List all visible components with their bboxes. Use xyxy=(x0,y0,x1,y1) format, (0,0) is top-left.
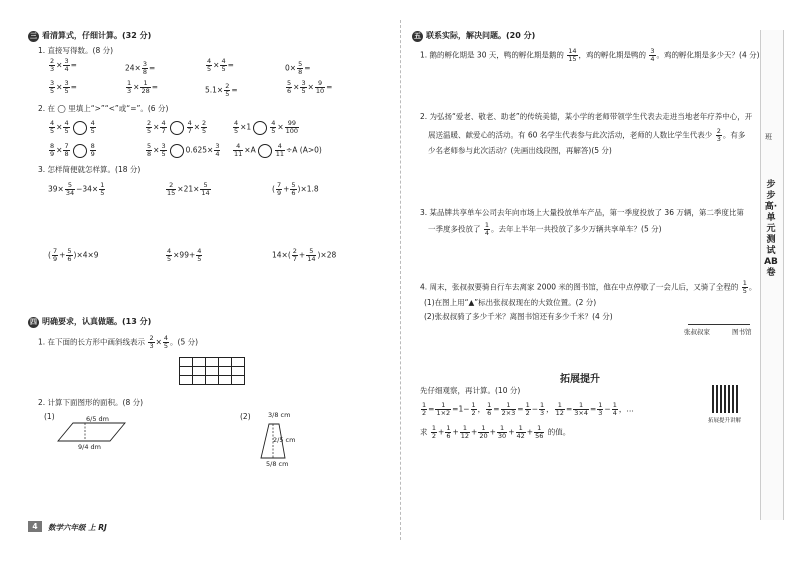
section-5-heading: 五 联系实际，解决问题。(20 分) xyxy=(414,31,536,40)
calc-item: 24× $\frac{3}{8}$ = xyxy=(125,60,156,76)
section-4-heading: 四 明确要求，认真做题。(13 分) xyxy=(30,317,152,326)
simplify-item: 39× $\frac{5}{34}$ −34× $\frac{1}{5}$ xyxy=(48,181,105,197)
compare-item: $\frac{5}{8}$ × $\frac{3}{5}$ 0.625× $\frac{3}{4}$ xyxy=(147,142,220,158)
compare-item: $\frac{4}{11}$ ×A $\frac{4}{11}$ ÷A (A>0) xyxy=(234,142,322,158)
calc-item: $\frac{4}{5}$ × $\frac{4}{5}$ = xyxy=(207,57,234,73)
extension-title: 拓展提升 xyxy=(560,374,600,385)
question-3: 3. 怎样简便就怎样算。(18 分) xyxy=(38,165,141,174)
problem-2-line-2: 展送温暖、献爱心的活动。有 60 名学生代表参与此次活动，老师的人数比学生代表少 $\frac{2}{3}$ 。有多 xyxy=(428,127,746,143)
answer-circle[interactable] xyxy=(73,144,87,158)
shading-grid[interactable] xyxy=(179,357,245,385)
height-label: 6/5 dm xyxy=(86,415,109,423)
question-1: 1. 直接写得数。(8 分) xyxy=(38,46,114,55)
extension-pattern: $\frac{1}{2}$ = $\frac{1}{1\times 2}$ =1− $\frac{1}{2}$ ， $\frac{1}{6}$ = $\frac{1}{2\times 3}$ = $\frac{1}{2}$ − $\frac{1}{3}$ ， $\frac{1}{12}$ = $\frac{1}{3\times 4}$ = $\frac{1}{3}$ − $\frac{1}{4}$ ，… xyxy=(422,401,634,417)
figure-1-label: (1) xyxy=(44,412,55,421)
qr-code[interactable] xyxy=(712,385,740,413)
question-4-2: 2. 计算下面图形的面积。(8 分) xyxy=(38,398,144,407)
compare-item: $\frac{4}{5}$ × $\frac{4}{5}$ $\frac{4}{5}$ xyxy=(50,119,95,135)
question-2: 2. 在 ◯ 里填上“>”“<”或“=”。(6 分) xyxy=(38,104,169,113)
problem-4-part-1: (1)在图上用“▲”标出张叔叔现在的大致位置。(2 分) xyxy=(424,298,597,307)
question-4-1: 1. 在下面的长方形中画斜线表示 $\frac{2}{3}$ × $\frac{4}{5}$ 。(5 分) xyxy=(38,334,199,350)
figure-2-label: (2) xyxy=(240,412,251,421)
section-badge: 三 xyxy=(30,32,37,40)
footer-text: 数学六年级 上 RJ xyxy=(48,523,107,532)
qr-caption: 拓展提升讲解 xyxy=(708,418,742,424)
answer-circle[interactable] xyxy=(170,121,184,135)
calc-item: 0× $\frac{5}{8}$ = xyxy=(285,60,311,76)
base-label: 9/4 dm xyxy=(78,443,101,451)
calc-item: $\frac{2}{3}$ × $\frac{3}{4}$ = xyxy=(50,57,77,73)
problem-2-line-3: 少名老师参与此次活动？(先画出线段图，再解答)(5 分) xyxy=(428,146,612,155)
page-divider xyxy=(400,20,401,540)
extension-question: 求 $\frac{1}{2}$ + $\frac{1}{6}$ + $\frac{1}{12}$ + $\frac{1}{20}$ + $\frac{1}{30}$ + $\frac{1}{42}$ + $\frac{1}{56}$ 的值。 xyxy=(420,424,571,440)
library-label: 图书馆 xyxy=(732,328,752,336)
page-number: 4 xyxy=(28,521,42,532)
simplify-item: ( $\frac{7}{9}$ + $\frac{5}{6}$ )×1.8 xyxy=(272,181,319,197)
section-badge: 四 xyxy=(30,318,37,326)
problem-3-line-1: 3. 某品牌共享单车公司去年向市场上大量投放单车产品，第一季度投放了 36 万辆，第二季度比第 xyxy=(420,208,744,217)
spine-title: 步步高·单元测试AB卷 xyxy=(764,180,778,278)
answer-circle[interactable] xyxy=(73,121,87,135)
home-label: 张叔叔家 xyxy=(684,328,710,336)
simplify-item: 14×( $\frac{2}{7}$ + $\frac{5}{14}$ )×28 xyxy=(272,247,337,263)
calc-item: $\frac{3}{5}$ × $\frac{3}{5}$ = xyxy=(50,79,77,95)
calc-item: $\frac{1}{3}$ × $\frac{1}{28}$ = xyxy=(127,79,159,95)
answer-circle[interactable] xyxy=(253,121,267,135)
calc-item: $\frac{5}{6}$ × $\frac{3}{5}$ × $\frac{9}{10}$ = xyxy=(287,79,333,95)
problem-3-line-2: 一季度多投放了 $\frac{1}{4}$ 。去年上半年一共投放了多少万辆共享单车？(5 分) xyxy=(428,221,662,237)
compare-item: $\frac{4}{5}$ ×1 $\frac{4}{5}$ × $\frac{99}{100}$ xyxy=(234,119,299,135)
simplify-item: ( $\frac{7}{9}$ + $\frac{5}{6}$ )×4×9 xyxy=(48,247,99,263)
simplify-item: $\frac{4}{5}$ ×99+ $\frac{4}{5}$ xyxy=(167,247,202,263)
bottom-label: 5/8 cm xyxy=(266,460,289,468)
simplify-item: $\frac{2}{15}$ ×21× $\frac{5}{14}$ xyxy=(167,181,210,197)
extension-instruction: 先仔细观察，再计算。(10 分) xyxy=(420,386,521,395)
section-badge: 五 xyxy=(414,32,421,40)
top-label: 3/8 cm xyxy=(268,411,291,419)
spine-mark: 班 xyxy=(765,133,772,141)
answer-circle[interactable] xyxy=(170,144,184,158)
problem-1: 1. 鹅的孵化期是 30 天，鸭的孵化期是鹅的 $\frac{14}{15}$ ，鸡的孵化期是鸭的 $\frac{3}{4}$ 。鸡的孵化期是多少天？(4 分) xyxy=(420,47,760,63)
problem-4-part-2: (2)张叔叔骑了多少千米？离图书馆还有多少千米？(4 分) xyxy=(424,312,613,321)
compare-item: $\frac{8}{9}$ × $\frac{7}{8}$ $\frac{8}{9}$ xyxy=(50,142,95,158)
calc-item: 5.1× $\frac{2}{5}$ = xyxy=(205,82,238,98)
height-label: 2/5 cm xyxy=(273,436,296,444)
answer-circle[interactable] xyxy=(258,144,272,158)
section-3-heading: 三 看清算式，仔细计算。(32 分) xyxy=(30,31,152,40)
distance-line[interactable] xyxy=(688,324,750,325)
problem-4-line-1: 4. 周末，张叔叔要骑自行车去离家 2000 米的图书馆，他在中点停歇了一会儿后，又骑了全程的 $\frac{1}{5}$ 。 xyxy=(420,279,757,295)
problem-2-line-1: 2. 为弘扬“爱老、敬老、助老”的传统美德，某小学的老师带领学生代表去走进当地老年疗养中心，开 xyxy=(420,112,753,121)
compare-item: $\frac{2}{5}$ × $\frac{4}{7}$ $\frac{4}{7}$ × $\frac{2}{5}$ xyxy=(147,119,207,135)
